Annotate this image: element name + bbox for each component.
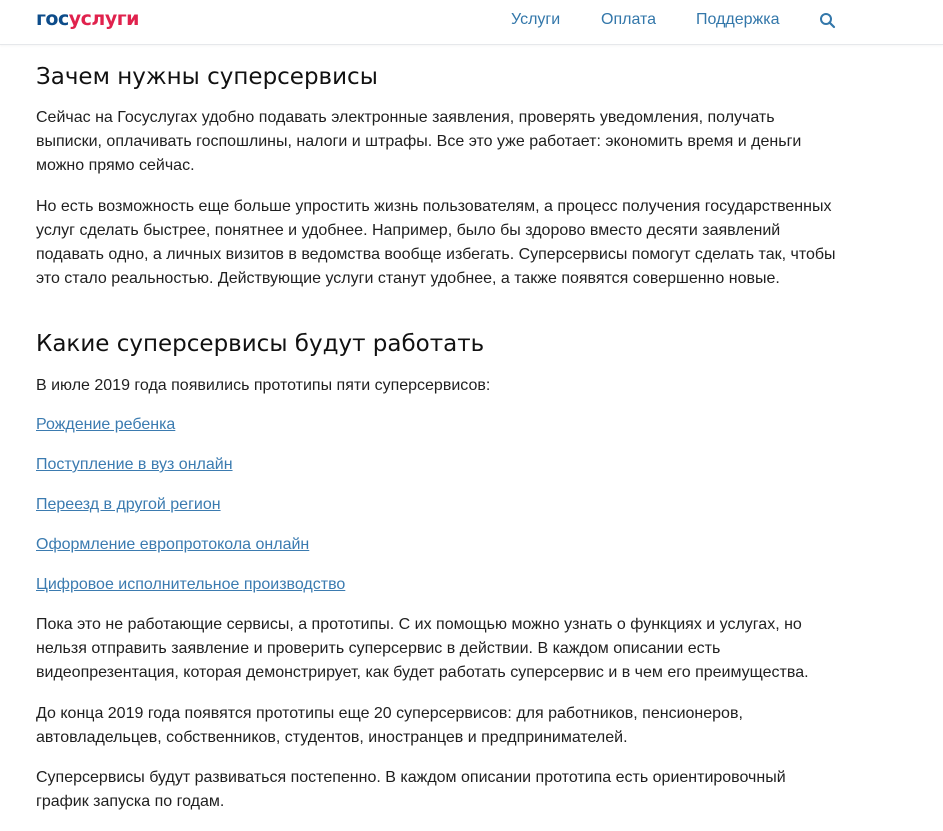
link-europrotocol[interactable]: Оформление европротокола онлайн xyxy=(36,536,310,553)
nav-payment[interactable]: Оплата xyxy=(601,11,657,28)
link-relocation[interactable]: Переезд в другой регион xyxy=(36,496,221,513)
search-icon[interactable] xyxy=(819,12,837,30)
text-line: можно прямо сейчас. xyxy=(36,157,195,174)
nav-services[interactable]: Услуги xyxy=(511,11,561,28)
text-line: услуг сделать быстрее, понятнее и удобнее. Например, было бы здорово вместо десяти заявлений xyxy=(36,222,781,239)
text-line: До конца 2019 года появятся прототипы еще 20 суперсервисов: для работников, пенсионеров, xyxy=(36,705,743,722)
paragraph-end-2019 xyxy=(36,702,836,750)
text-line: Сейчас на Госуслугах удобно подавать электронные заявления, проверять уведомления, получать xyxy=(36,109,775,126)
text-line: Суперсервисы будут развиваться постепенно. В каждом описании прототипа есть ориентировочный xyxy=(36,769,786,786)
text-line: автовладельцев, собственников, студентов, иностранцев и предпринимателей. xyxy=(36,729,628,746)
logo-part-uslugi: услуги xyxy=(68,8,139,30)
link-university-admission[interactable]: Поступление в вуз онлайн xyxy=(36,456,233,473)
text-line: это стало реальностью. Действующие услуги станут удобнее, а также появятся совершенно новые. xyxy=(36,270,780,287)
site-header xyxy=(0,0,943,45)
section-title-why: Зачем нужны суперсервисы xyxy=(36,64,378,90)
link-digital-enforcement[interactable]: Цифровое исполнительное производство xyxy=(36,576,346,593)
paragraph-prototypes xyxy=(36,613,836,685)
link-childbirth[interactable]: Рождение ребенка xyxy=(36,416,176,433)
paragraph-development xyxy=(36,766,836,814)
text-line: выписки, оплачивать госпошлины, налоги и штрафы. Все это уже работает: экономить время и деньги xyxy=(36,133,802,150)
gosuslugi-logo[interactable] xyxy=(36,8,139,30)
text-line: Пока это не работающие сервисы, а прототипы. С их помощью можно узнать о функциях и услугах, но xyxy=(36,616,802,633)
text-line: Но есть возможность еще больше упростить жизнь пользователям, а процесс получения государственных xyxy=(36,198,832,215)
text-line: нельзя отправить заявление и проверить суперсервис в действии. В каждом описании есть xyxy=(36,640,721,657)
text-line: подавать одно, а личных визитов в ведомства вообще избегать. Суперсервисы помогут сделать так, чтобы xyxy=(36,246,836,263)
section-title-which: Какие суперсервисы будут работать xyxy=(36,331,485,357)
paragraph-opportunity xyxy=(36,195,836,291)
nav-support[interactable]: Поддержка xyxy=(696,11,780,28)
logo-part-gos: гос xyxy=(36,8,69,30)
paragraph-intro xyxy=(36,106,836,178)
text-line: видеопрезентация, которая демонстрирует, как будет работать суперсервис и в чем его преимущества. xyxy=(36,664,809,681)
text-line: график запуска по годам. xyxy=(36,793,225,810)
paragraph-july-intro: В июле 2019 года появились прототипы пяти суперсервисов: xyxy=(36,377,491,394)
